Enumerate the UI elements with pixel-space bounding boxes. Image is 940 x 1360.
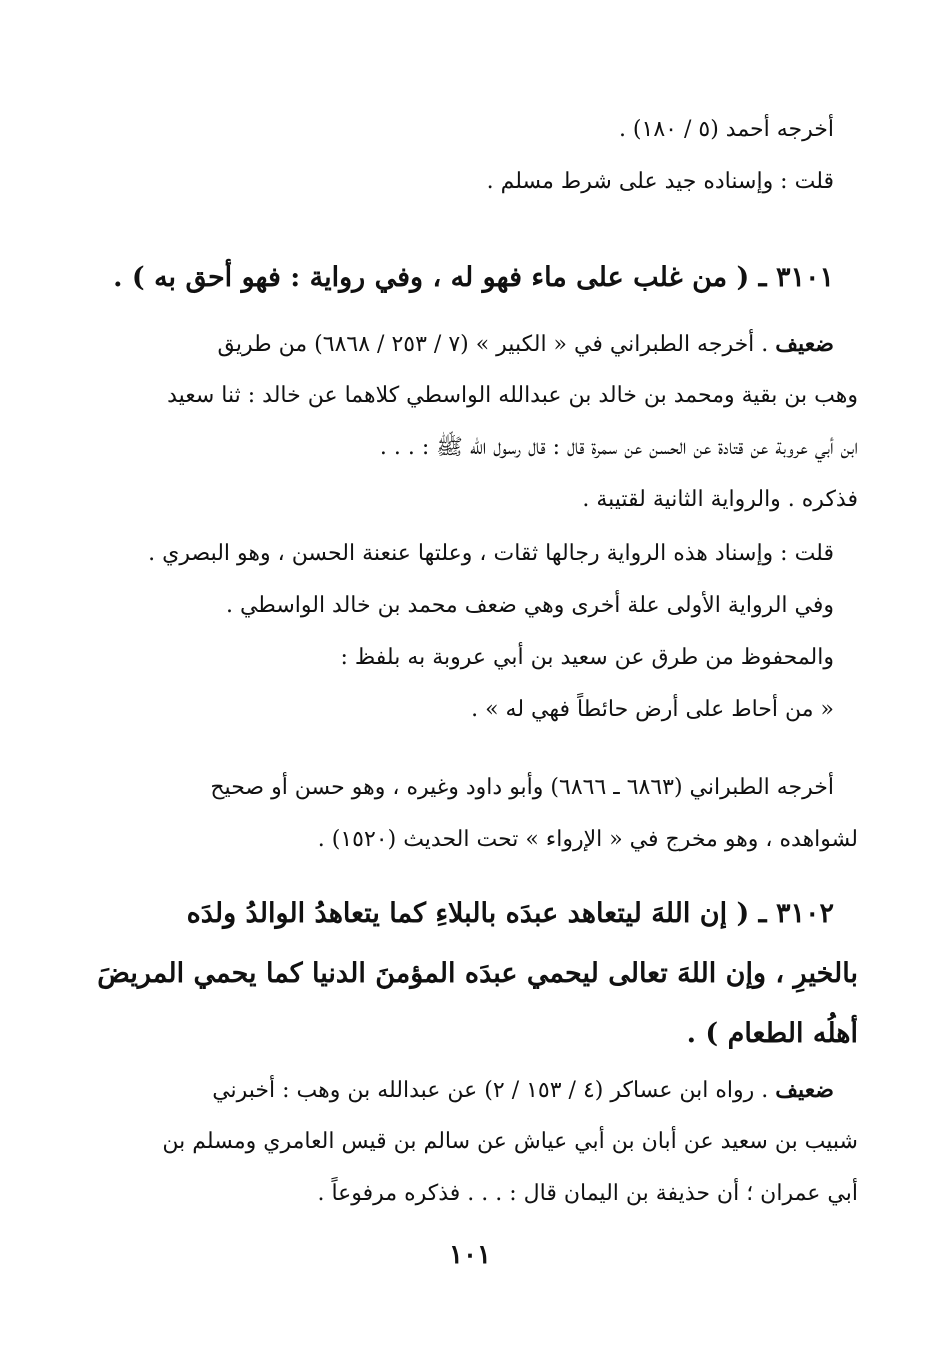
text-line: وهب بن بقية ومحمد بن خالد بن عبدالله الواسطي كلاهما عن خالد : ثنا سعيد [167,383,858,408]
paragraph-grading-3101 [82,318,858,526]
heading-line: بالخيرِ ، وإن اللهَ تعالى ليحمي عبدَه المؤمنَ الدنيا كما يحمي المريضَ [97,958,858,989]
text-segment: . أخرجه الطبراني في « الكبير » (٧ / ٢٥٣ / ٦٨٦٨) من طريق [217,332,776,357]
text-line: ابن أبي عروبة عن قتادة عن الحسن عن سمرة قال : قال رسول الله ﷺ : . . . [379,435,858,460]
page-number: ١٠١ [449,1240,491,1270]
text-line: وفي الرواية الأولى علة أخرى وهي ضعف محمد بن خالد الواسطي . [225,593,834,618]
paragraph-takhrij-tabarani [82,762,858,866]
heading-line: أهلُه الطعام ) . [686,1018,858,1049]
text-line: قلت : وإسناده جيد على شرط مسلم . [486,169,834,194]
text-line: والمحفوظ من طرق عن سعيد بن أبي عروبة به بلفظ : [340,645,834,670]
text-line: لشواهده ، وهو مخرج في « الإرواء » تحت الحديث (١٥٢٠) . [317,827,858,852]
heading-line: ٣١٠١ ـ ( من غلب على ماء فهو له ، وفي رواية : فهو أحق به ) . [113,262,834,293]
text-line: « من أحاط على أرض حائطاً فهي له » . [471,697,834,722]
text-line: فذكره . والرواية الثانية لقتيبة . [582,487,858,512]
paragraph-takhrij-ahmad [82,104,858,208]
text-line [82,1064,858,1116]
text-line: أبي عمران ؛ أن حذيفة بن اليمان قال : . . . فذكره مرفوعاً . [317,1181,858,1206]
grading-label: ضعيف [775,1077,834,1103]
grading-label: ضعيف [775,331,834,357]
paragraph-grading-3102 [82,1064,858,1220]
text-segment: . رواه ابن عساكر (٤ / ١٥٣ / ٢) عن عبدالله بن وهب : أخبرني [212,1078,776,1103]
text-line: أخرجه أحمد (٥ / ١٨٠) . [618,117,834,142]
text-line [82,318,858,370]
hadith-heading-3101 [82,248,858,308]
paragraph-commentary-3101 [82,528,858,736]
text-line: قلت : وإسناد هذه الرواية رجالها ثقات ، وعلتها عنعنة الحسن ، وهو البصري . [148,541,834,566]
text-line: أخرجه الطبراني (٦٨٦٣ ـ ٦٨٦٦) وأبو داود وغيره ، وهو حسن أو صحيح [210,775,834,800]
hadith-heading-3102 [82,884,858,1064]
heading-line: ٣١٠٢ ـ ( إن اللهَ ليتعاهد عبدَه بالبلاءِ كما يتعاهدُ الوالدُ ولدَه [186,898,834,929]
text-line: شبيب بن سعيد عن أبان بن أبي عياش عن سالم بن قيس العامري ومسلم بن [162,1129,858,1154]
